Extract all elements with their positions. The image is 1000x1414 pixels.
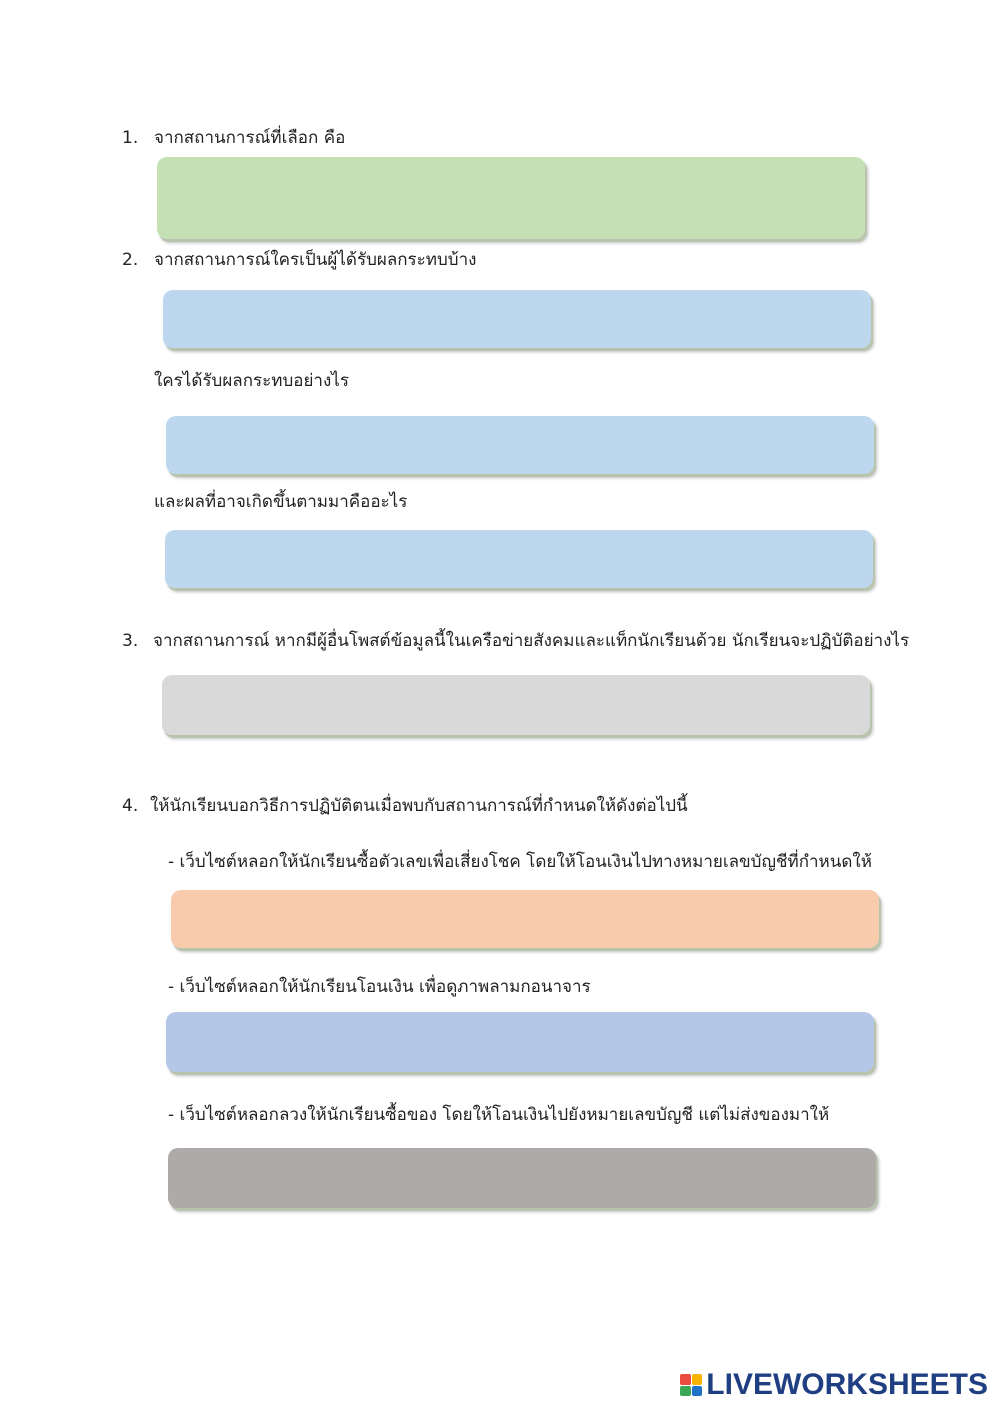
logo-text: LIVEWORKSHEETS (706, 1368, 988, 1401)
question-number: 2. (122, 250, 139, 270)
liveworksheets-logo-icon (680, 1374, 702, 1396)
answer-box-q4-shopping[interactable] (168, 1148, 876, 1208)
answer-box-q4-obscene[interactable] (166, 1012, 874, 1072)
question-2 (122, 249, 476, 271)
answer-box-q4-lottery[interactable] (171, 890, 879, 948)
question-4 (122, 795, 688, 817)
answer-box-q2-consequence[interactable] (165, 530, 873, 588)
question-number: 1. (122, 128, 139, 148)
question-4-item-lottery: - เว็บไซต์หลอกให้นักเรียนซื้อตัวเลขเพื่อเสี่ยงโชค โดยให้โอนเงินไปทางหมายเลขบัญชีที่กำหนดให้ (168, 852, 872, 872)
answer-box-q1[interactable] (157, 157, 865, 239)
question-text: จากสถานการณ์ หากมีผู้อื่นโพสต์ข้อมูลนี้ในเครือข่ายสังคมและแท็กนักเรียนด้วย นักเรียนจะปฏิบัติอย่างไร (153, 631, 910, 651)
question-number: 3. (122, 631, 139, 651)
question-2-sub-how: ใครได้รับผลกระทบอย่างไร (154, 371, 349, 391)
question-2-sub-consequence: และผลที่อาจเกิดขึ้นตามมาคืออะไร (154, 492, 408, 512)
question-text: ให้นักเรียนบอกวิธีการปฏิบัติตนเมื่อพบกับสถานการณ์ที่กำหนดให้ดังต่อไปนี้ (150, 796, 688, 816)
question-4-item-shopping: - เว็บไซต์หลอกลวงให้นักเรียนซื้อของ โดยให้โอนเงินไปยังหมายเลขบัญชี แต่ไม่ส่งของมาให้ (168, 1105, 830, 1125)
liveworksheets-logo (680, 1370, 988, 1400)
question-1 (122, 127, 345, 149)
answer-box-q2-how[interactable] (166, 416, 874, 474)
answer-box-q3[interactable] (162, 675, 870, 735)
question-3 (122, 630, 909, 652)
question-number: 4. (122, 796, 139, 816)
question-4-item-obscene: - เว็บไซต์หลอกให้นักเรียนโอนเงิน เพื่อดูภาพลามกอนาจาร (168, 977, 591, 997)
question-text: จากสถานการณ์ที่เลือก คือ (154, 128, 346, 148)
answer-box-q2-affected[interactable] (163, 290, 871, 348)
question-text: จากสถานการณ์ใครเป็นผู้ได้รับผลกระทบบ้าง (154, 250, 477, 270)
